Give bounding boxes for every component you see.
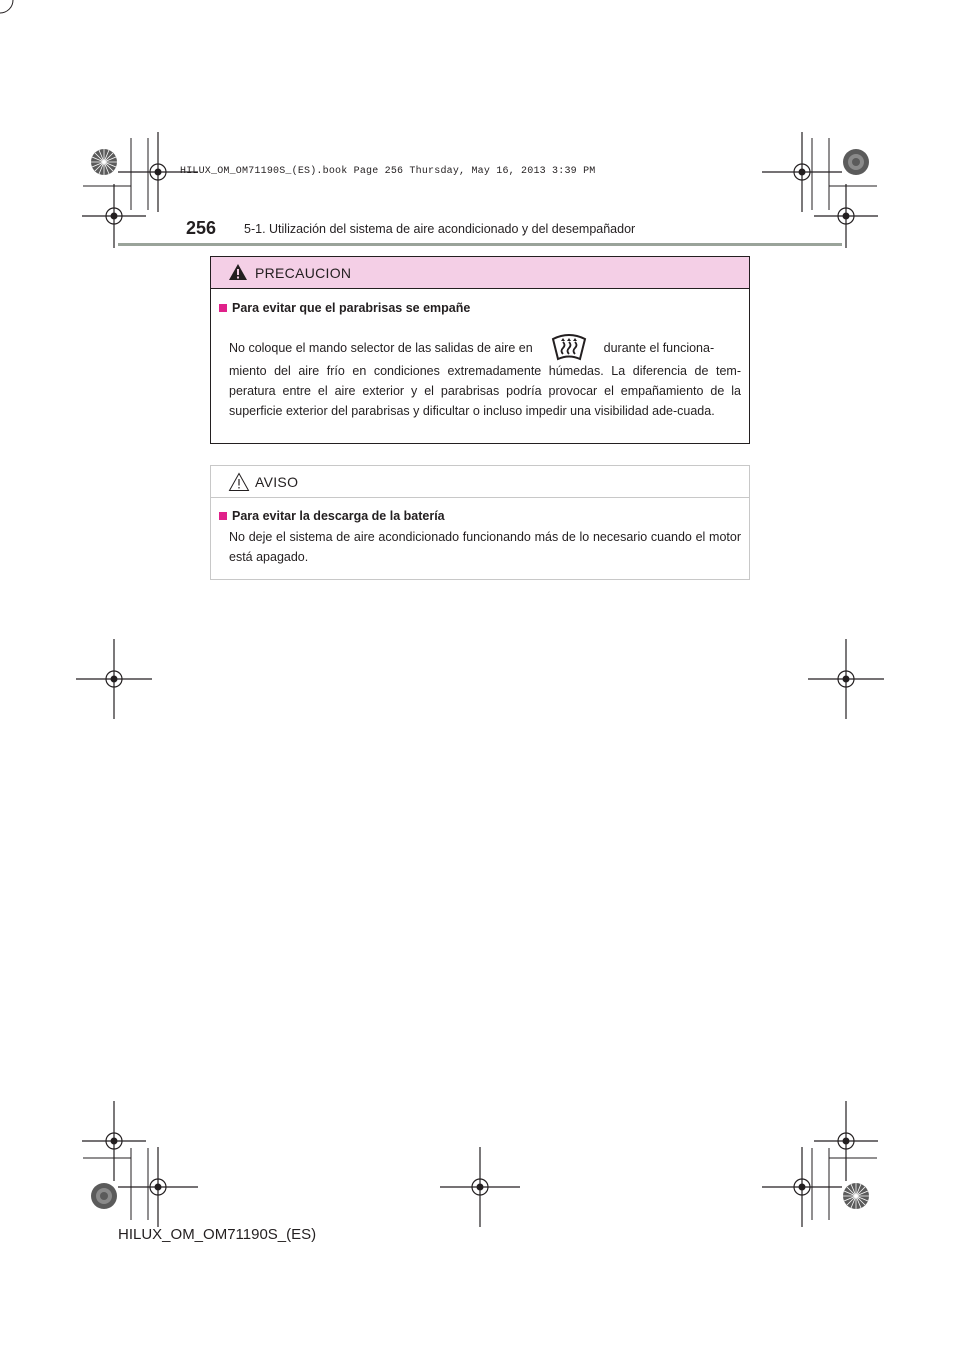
header-rule xyxy=(118,243,842,246)
document-code: HILUX_OM_OM71190S_(ES) xyxy=(118,1226,317,1243)
section-title: 5-1. Utilización del sistema de aire acondicionado y del desempañador xyxy=(244,222,636,236)
page-number: 256 xyxy=(186,218,217,238)
caution-triangle-outline-icon xyxy=(228,472,250,492)
caution-body-text: miento del aire frío en condiciones extremadamente húmedas. La diferencia de tem-peratura entre el aire exterior y el parabrisas podría provocar el empañamiento de la superficie exterior del parabrisas y dificultar o incluso impedir una visibilidad ade-cuada. xyxy=(229,364,741,418)
notice-box xyxy=(210,465,750,580)
notice-body-text: No deje el sistema de aire acondicionado funcionando más de lo necesario cuando el motor está apagado. xyxy=(229,530,741,564)
warning-triangle-icon xyxy=(228,263,248,281)
caution-box xyxy=(210,256,750,444)
windshield-defrost-icon xyxy=(550,332,588,362)
caution-heading: Para evitar que el parabrisas se empañe xyxy=(219,301,470,315)
caution-first-line: No coloque el mando selector de las salidas de aire en durante el funciona- xyxy=(229,332,741,362)
caution-label: PRECAUCION xyxy=(255,265,352,281)
notice-label: AVISO xyxy=(255,474,299,490)
bullet-square-icon xyxy=(219,512,227,520)
notice-header xyxy=(211,466,749,498)
notice-heading: Para evitar la descarga de la batería xyxy=(219,509,445,523)
bullet-square-icon xyxy=(219,304,227,312)
print-stamp: HILUX_OM_OM71190S_(ES).book Page 256 Thursday, May 16, 2013 3:39 PM xyxy=(180,166,596,177)
caution-header xyxy=(211,257,749,289)
